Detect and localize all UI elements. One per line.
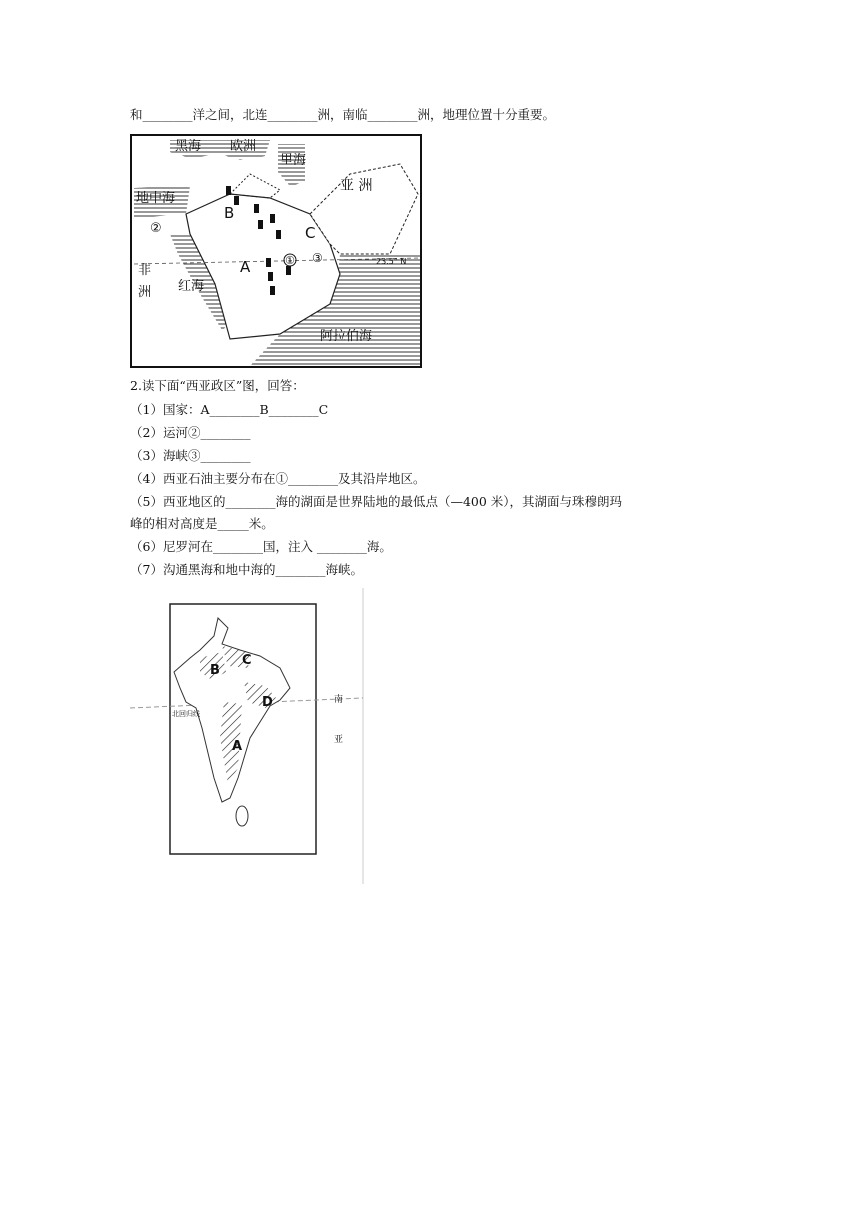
question-item: （5）西亚地区的________海的湖面是世界陆地的最低点（—400 米），其湖面与珠穆朗玛 xyxy=(130,494,623,509)
question-item: 峰的相对高度是_____米。 xyxy=(130,516,274,531)
label-mediterranean: 地中海 xyxy=(136,191,176,206)
label-asia: 亚 洲 xyxy=(340,178,373,194)
label-tropic: 23.5° N xyxy=(376,257,407,266)
label-side-1: 南 xyxy=(334,695,344,705)
label-africa-2: 洲 xyxy=(138,285,152,300)
question-item: （6）尼罗河在________国，注入 ________海。 xyxy=(130,539,392,554)
label-c: C xyxy=(305,224,316,242)
label-side-2: 亚 xyxy=(334,735,344,745)
question-item: （2）运河②________ xyxy=(130,425,251,440)
intro-line: 和________洋之间，北连________洲，南临________洲，地理位置十分重要。 xyxy=(130,107,556,122)
question-item: （3）海峡③________ xyxy=(130,448,251,463)
label-circle-1: ① xyxy=(285,254,295,267)
question-title: 2.读下面“西亚政区”图，回答： xyxy=(130,378,305,393)
question-item: （1）国家：A________B________C xyxy=(130,402,329,417)
south-asia-map xyxy=(130,588,370,886)
label-europe: 欧洲 xyxy=(230,139,257,154)
label-b: B xyxy=(210,663,220,678)
west-asia-map xyxy=(130,134,422,368)
label-circle-3: ③ xyxy=(312,251,323,265)
label-d: D xyxy=(262,695,273,710)
label-a: A xyxy=(232,739,243,754)
question-item: （7）沟通黑海和地中海的________海峡。 xyxy=(130,562,363,577)
question-item: （4）西亚石油主要分布在①________及其沿岸地区。 xyxy=(130,471,426,486)
label-africa-1: 非 xyxy=(138,263,152,278)
label-a: A xyxy=(240,258,251,276)
label-arabian-sea: 阿拉伯海 xyxy=(320,329,373,344)
label-tropic: 北回归线 xyxy=(172,710,200,718)
label-red-sea: 红海 xyxy=(178,279,205,294)
label-c: C xyxy=(242,653,252,668)
label-circle-2: ② xyxy=(150,221,162,236)
label-caspian: 里海 xyxy=(280,153,307,168)
label-black-sea: 黑海 xyxy=(175,139,202,154)
label-b: B xyxy=(224,204,235,222)
